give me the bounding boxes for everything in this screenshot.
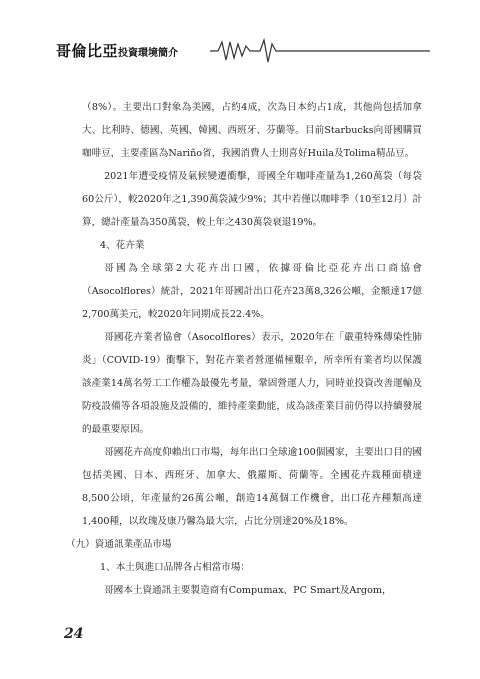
body-text bbox=[66, 96, 422, 602]
header-title-sub: 投資環境簡介 bbox=[118, 48, 179, 59]
running-header bbox=[56, 40, 178, 61]
paragraph-coffee-exports: （8%）。主要出口對象為美國，占約4成，次為日本約占1成，其他尚包括加拿大、比利時、德國、英國、韓國、西班牙、芬蘭等。目前Starbucks向哥國購買咖啡豆，主要產區為Nariño省，我國消費人士則喜好Huila及Tolima精品豆。 bbox=[82, 102, 422, 159]
paragraph-flower-markets: 哥國花卉高度仰賴出口市場，每年出口全球逾100個國家，主要出口目的國包括美國、日本、西班牙、加拿大、俄羅斯、荷蘭等。全國花卉栽種面積達8,500公頃，年產量約26萬公噸，創造14萬個工作機會，出口花卉種類高達1,400種，以玫瑰及康乃馨為最大宗，占比分別達20%及18%。 bbox=[82, 447, 422, 527]
section-heading-ict: （九）資通訊業產品市場 bbox=[66, 539, 172, 550]
page-number: 24 bbox=[64, 626, 84, 642]
paragraph-flower-exports: 哥國為全球第2大花卉出口國，依據哥倫比亞花卉出口商協會（Asocolflores）統計，2021年哥國計出口花卉23萬8,326公噸，金額達17億2,700萬美元，較2020年同期成長22.4%。 bbox=[82, 263, 422, 320]
section-heading-flowers: 4、花卉業 bbox=[100, 240, 145, 251]
heartbeat-line-icon bbox=[210, 38, 430, 64]
subsection-heading-brands: 1、本土與進口品牌各占相當市場： bbox=[100, 562, 251, 573]
paragraph-ict-makers: 哥國本土資通訊主要製造商有Compumax、PC Smart及Argom， bbox=[104, 585, 392, 596]
header-title-main: 哥倫比亞 bbox=[56, 42, 119, 60]
paragraph-flower-covid: 哥國花卉業者協會（Asocolflores）表示，2020年在「嚴重特殊傳染性肺炎」（COVID-19）衝擊下，對花卉業者營運備極艱辛，所幸所有業者均以保護該產業14萬名勞工工作權為最優先考量，鞏固營運人力，同時並投資改善運輸及防疫設備等各項設施及設備的，維持產業動能，成為該產業目前仍得以持續發展的最重要原因。 bbox=[82, 332, 422, 435]
paragraph-coffee-output: 2021年遭受疫情及氣候變遷衝擊，哥國全年咖啡產量為1,260萬袋（每袋60公斤），較2020年之1,390萬袋減少9%；其中若僅以咖啡季（10至12月）計算，總計產量為350萬袋，較上年之430萬袋衰退19%。 bbox=[82, 171, 422, 228]
